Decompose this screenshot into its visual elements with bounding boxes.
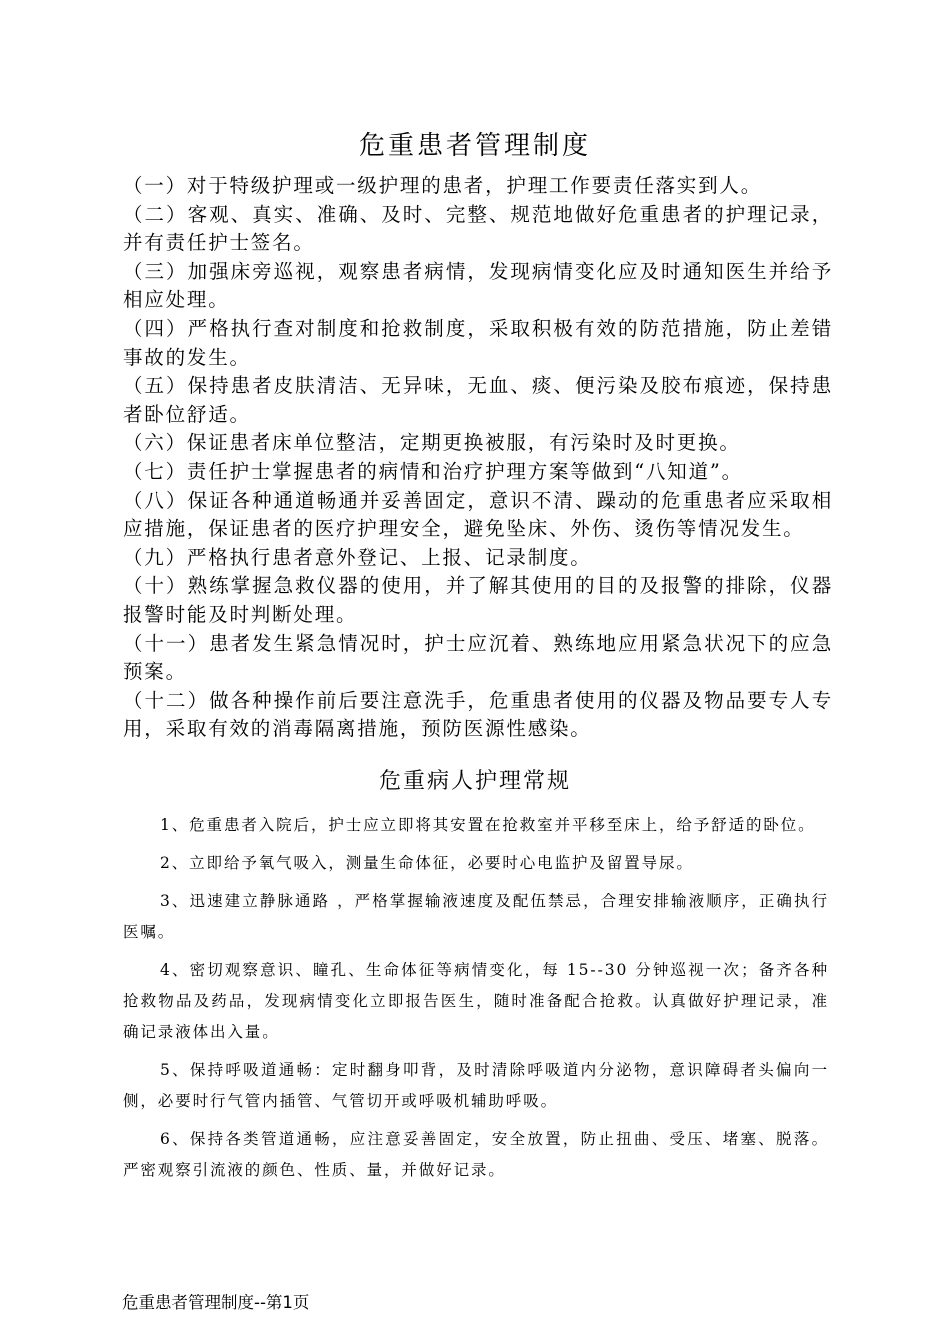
rule-item: （十一）患者发生紧急情况时，护士应沉着、熟练地应用紧急状况下的应急预案。 xyxy=(123,631,833,684)
step-item: 3、迅速建立静脉通路 ，严格掌握输液速度及配伍禁忌，合理安排输液顺序，正确执行医嘱。 xyxy=(123,892,829,941)
rule-item: （五）保持患者皮肤清洁、无异味，无血、痰、便污染及胶布痕迹，保持患者卧位舒适。 xyxy=(123,374,833,426)
rule-item: （六）保证患者床单位整洁，定期更换被服，有污染时及时更换。 xyxy=(123,431,741,455)
step-item: 2、立即给予氧气吸入，测量生命体征，必要时心电监护及留置导尿。 xyxy=(160,854,694,872)
rules-list xyxy=(123,172,833,744)
step-item: 4、密切观察意识、瞳孔、生命体征等病情变化，每 15--30 分钟巡视一次；备齐各种抢救物品及药品，发现病情变化立即报告医生，随时准备配合抢救。认真做好护理记录，准确记录液体出入量。 xyxy=(123,961,829,1041)
step-item: 6、保持各类管道通畅，应注意妥善固定，安全放置，防止扭曲、受压、堵塞、脱落。严密观察引流液的颜色、性质、量，并做好记录。 xyxy=(123,1130,829,1179)
rule-item: （三）加强床旁巡视，观察患者病情，发现病情变化应及时通知医生并给予相应处理。 xyxy=(123,259,833,312)
rule-item: （八）保证各种通道畅通并妥善固定，意识不清、躁动的危重患者应采取相应措施，保证患者的医疗护理安全，避免坠床、外伤、烫伤等情况发生。 xyxy=(123,488,833,541)
section-title: 危重病人护理常规 xyxy=(378,769,571,794)
rule-item: （九）严格执行患者意外登记、上报、记录制度。 xyxy=(123,545,592,569)
rule-item: （十）熟练掌握急救仪器的使用，并了解其使用的目的及报警的排除，仪器报警时能及时判断处理。 xyxy=(123,574,833,626)
rule-item: （四）严格执行查对制度和抢救制度，采取积极有效的防范措施，防止差错事故的发生。 xyxy=(123,316,833,369)
steps-list xyxy=(123,810,829,1193)
rule-item: （七）责任护士掌握患者的病情和治疗护理方案等做到“八知道”。 xyxy=(123,459,743,483)
rule-item: （十二）做各种操作前后要注意洗手，危重患者使用的仪器及物品要专人专用，采取有效的消毒隔离措施，预防医源性感染。 xyxy=(123,688,833,741)
rule-item: （二）客观、真实、准确、及时、完整、规范地做好危重患者的护理记录，并有责任护士签名。 xyxy=(123,202,833,255)
rule-item: （一）对于特级护理或一级护理的患者，护理工作要责任落实到人。 xyxy=(123,174,763,197)
page-footer: 危重患者管理制度--第1页 xyxy=(122,1293,310,1312)
step-item: 5、保持呼吸道通畅：定时翻身叩背，及时清除呼吸道内分泌物，意识障碍者头偏向一侧，必要时行气管内插管、气管切开或呼吸机辅助呼吸。 xyxy=(123,1061,829,1110)
document-title: 危重患者管理制度 xyxy=(358,131,591,161)
step-item: 1、危重患者入院后，护士应立即将其安置在抢救室并平移至床上，给予舒适的卧位。 xyxy=(160,816,816,834)
